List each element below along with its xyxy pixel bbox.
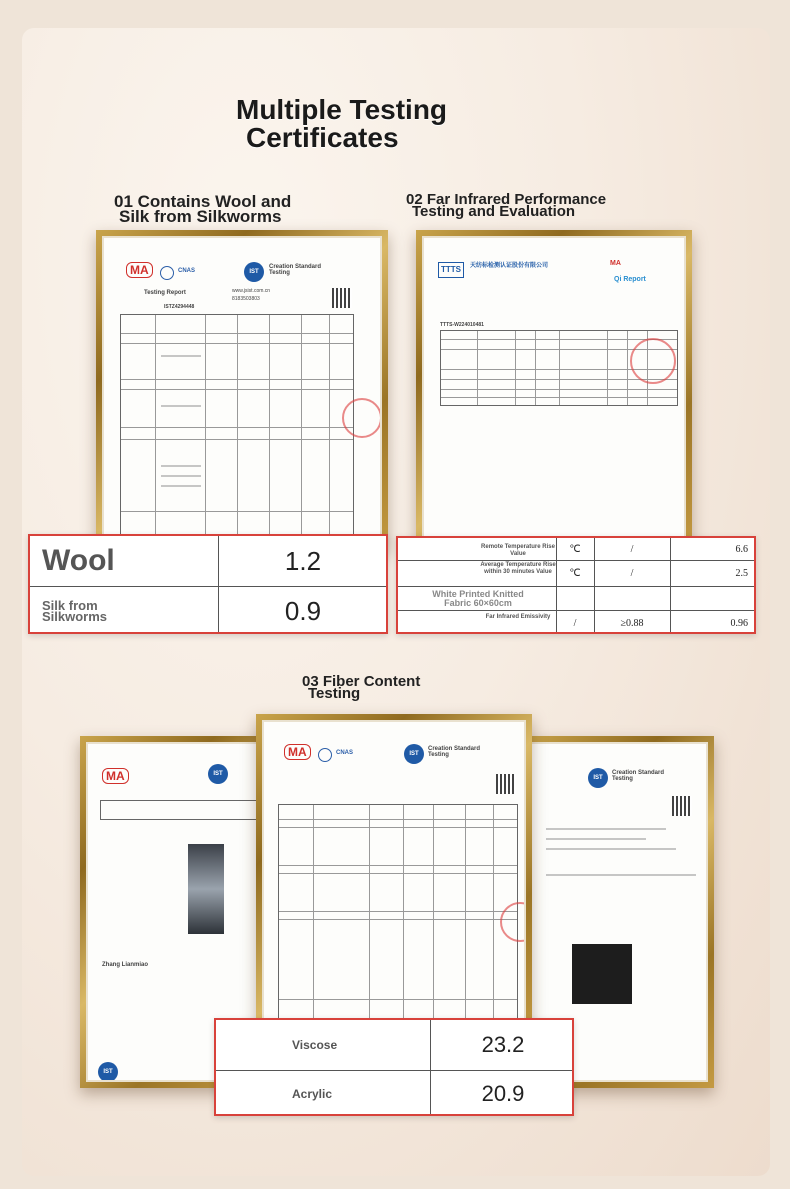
cert-1-report-no: ISTZ4294448: [164, 304, 195, 310]
ist-logo-3: IST: [208, 764, 228, 784]
fabric-swatch: [572, 944, 632, 1004]
far-infrared-sep: /: [573, 617, 577, 629]
poster-background: [22, 28, 770, 1176]
cert-1-header-right: Creation Standard Testing: [269, 264, 322, 276]
section-3-label: [302, 673, 421, 702]
certificate-3-center-document: [262, 720, 526, 1038]
silk-label: Silk from Silkworms: [42, 598, 108, 624]
certificate-2-document: [422, 236, 686, 544]
certificate-1-frame: [96, 230, 388, 550]
ma-logo-5: MA: [284, 744, 311, 760]
sample-label: White Printed Knitted Fabric 60×60cm: [432, 589, 524, 608]
cert-3-right-header: Creation Standard Testing: [612, 770, 665, 782]
cert-1-highlight-table: [28, 534, 388, 634]
ttts-logo: TTTS: [438, 262, 464, 278]
far-infrared-standard: ≥0.88: [620, 617, 644, 629]
ilac-logo-2: [318, 748, 332, 762]
cert-1-phone: 8183503803: [232, 296, 260, 302]
acrylic-label: Acrylic: [292, 1087, 333, 1101]
title-line-2: Certificates: [246, 122, 399, 153]
avg-temp-rise-sep: /: [630, 567, 634, 579]
far-infrared-value: 0.96: [730, 617, 748, 629]
ist-logo-5: IST: [404, 744, 424, 764]
avg-temp-rise-label: Average Temperature Rise within 30 minutes Value: [480, 562, 556, 575]
section-3-line-2: Testing: [308, 685, 361, 702]
red-stamp: [342, 398, 382, 438]
avg-temp-rise-unit: ℃: [569, 567, 581, 579]
section-1-line-1: 01 Contains Wool and: [114, 192, 292, 211]
certificate-3-center-frame: [256, 714, 532, 1044]
remote-temp-rise-label: Remote Temperature Rise Value: [481, 544, 555, 557]
viscose-value: 23.2: [481, 1032, 525, 1057]
qr-code: [332, 288, 352, 308]
certificate-1-document: [102, 236, 382, 544]
cert-3-highlight-table: [214, 1018, 574, 1116]
red-stamp-2: [630, 338, 676, 384]
remote-temp-rise-unit: ℃: [569, 543, 581, 555]
cert-1-report-label: Testing Report: [144, 290, 186, 296]
wool-label: Wool: [42, 544, 115, 577]
far-infrared-label: Far Infrared Emissivity: [485, 614, 551, 620]
qr-code-2: [672, 796, 692, 816]
cert-3-center-table: [278, 804, 518, 1024]
fabric-photo: [188, 844, 224, 934]
title-line-1: Multiple Testing: [236, 94, 448, 125]
cert-1-table: [120, 314, 354, 542]
left-doc-header-table: [100, 800, 264, 820]
remote-temp-rise-sep: /: [630, 543, 634, 555]
ilac-logo: [160, 266, 174, 280]
section-2-line-1: 02 Far Infrared Performance: [406, 191, 607, 208]
ist-logo: IST: [244, 262, 264, 282]
cnas-logo: CNAS: [178, 268, 196, 274]
ist-logo-4: IST: [588, 768, 608, 788]
ma-logo: MA: [126, 262, 153, 278]
cnas-logo-2: CNAS: [336, 750, 354, 756]
page-title: [236, 96, 566, 152]
acrylic-value: 20.9: [481, 1081, 525, 1106]
cert-3-center-header: Creation Standard Testing: [428, 746, 481, 758]
cert-2-highlight-table: [396, 536, 756, 634]
cert-2-report-title: Qi Report: [614, 276, 646, 283]
ma-logo-3: MA: [102, 768, 129, 784]
section-2-line-2: Testing and Evaluation: [412, 203, 576, 220]
section-3-line-1: 03 Fiber Content: [302, 673, 421, 690]
silk-value: 0.9: [284, 595, 322, 626]
cert-2-company: 天纺标检测认证股份有限公司: [470, 263, 549, 269]
section-2-label: [406, 191, 607, 220]
wool-value: 1.2: [284, 545, 322, 576]
ist-logo-footer: IST: [98, 1062, 118, 1082]
cert-1-website: www.jsist.com.cn: [232, 288, 271, 294]
qr-code-3: [496, 774, 516, 794]
section-1-line-2: Silk from Silkworms: [119, 207, 282, 226]
remote-temp-rise-value: 6.6: [735, 543, 748, 555]
cert-2-report-no: TTTS-W224010481: [440, 322, 484, 328]
certificate-2-frame: [416, 230, 692, 550]
signer-name: Zhang Lianmiao: [102, 962, 149, 968]
ma-logo-2: MA: [610, 260, 621, 267]
avg-temp-rise-value: 2.5: [735, 567, 748, 579]
viscose-label: Viscose: [292, 1038, 338, 1052]
section-1-label: [114, 194, 291, 224]
